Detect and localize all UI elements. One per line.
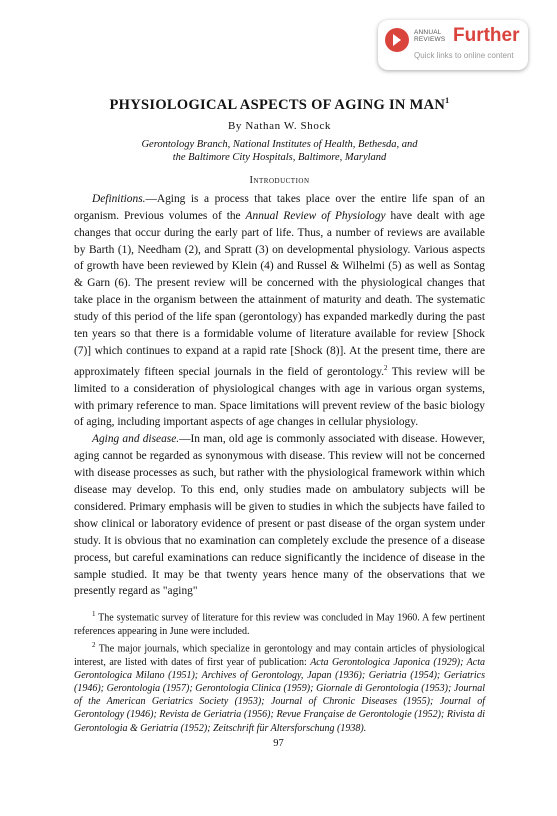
title-footnote-marker[interactable]: 1 (445, 96, 450, 105)
further-quick-links-badge[interactable] (378, 20, 528, 70)
section-heading-introduction: Introduction (249, 174, 310, 186)
paragraph-aging-and-disease: Aging and disease.—In man, old age is commonly associated with disease. However, aging cannot be regarded as synonymous with disease. This review will not be concerned with disease processes as such, but rather with the physiological framework within which disease may develop. To this end, only studies made on ambulatory subjects will be considered. Primary emphasis will be given to studies in which the subjects have failed to show clinical or laboratory evidence of present or past disease of the organ system under study. It is obvious that no examination can completely exclude the presence of a disease process, but careful examinations can reduce significantly the incidence of disease in the sample studied. It may be that twenty years hence many of the observations that we presently regard as "aging" (74, 433, 485, 598)
page-number: 97 (273, 738, 284, 749)
annual-reviews-logo-icon (384, 27, 410, 53)
quick-links-subtitle: Quick links to online content (414, 51, 514, 60)
footnote-2: $^2$ The major journals, which specialize in gerontology and may contain articles of physiological interest, are listed with dates of first year of publication: Acta Gerontologica Japonica (1929); Acta Gerontologica Milano (1951); Archives of Gerontology, Japan (1936); Geriatria (1954); Geriatrics (1946); Gerontologia (1957); Gerontologia Clinica (1959); Giornale di Gerontologia (1953); Journal of the American Geriatrics Society (1953); Journal of Chronic Diseases (1955); Journal of Gerontology (1946); Revista de Geriatria (1956); Revue Française de Gerontologie (1952); Rivista di Gerontologia & Geriatria (1952); Zeitschrift für Altersforschung (1938). (74, 641, 486, 734)
author-line: By Nathan W. Shock (227, 119, 332, 132)
footnote-marker-2[interactable]: 2 (384, 363, 388, 372)
article-page (74, 96, 485, 736)
annual-reviews-wordmark: ANNUAL REVIEWS (414, 29, 446, 43)
footnote-1: $^1$ The systematic survey of literature for this review was concluded in May 1960. A few pertinent references appearing in June were included. (74, 610, 485, 637)
paragraph-definitions: Definitions.—Aging is a process that takes place over the entire life span of an organism. Previous volumes of the Annual Review of Physiology have dealt with age changes that occur during the early part of life. Thus, a number of reviews are available by Barth (1), Needham (2), and Spratt (3) on developmental physiology. Various aspects of growth have been reviewed by Klein (4) and Russel & Wilhelmi (5) as well as Sontag & Garn (6). The present review will be concerned with the physiological changes that take place in the organism between the attainment of maturity and death. The systematic study of this period of the life span (gerontology) has expanded markedly during the past ten years so that there is a formidable volume of literature available for review [Shock (7)] which continues to expand at a rapid rate [Shock (8)]. At the present time, there are approximately fifteen special journals in the field of gerontology.$^2$ This review will be limited to a consideration of physiological changes with age in various organ systems, with primary reference to man. Space limitations will prevent review of the basic biology of aging, including important aspects of age changes in cellular physiology. (74, 192, 485, 429)
footnotes (74, 608, 485, 734)
article-body (74, 191, 485, 601)
article-title: PHYSIOLOGICAL ASPECTS OF AGING IN MAN$^1$ (109, 96, 450, 113)
affiliation: Gerontology Branch, National Institutes of Health, Bethesda, and the Baltimore City Hospitals, Baltimore, Maryland (141, 138, 418, 163)
further-label: Further (453, 25, 520, 46)
